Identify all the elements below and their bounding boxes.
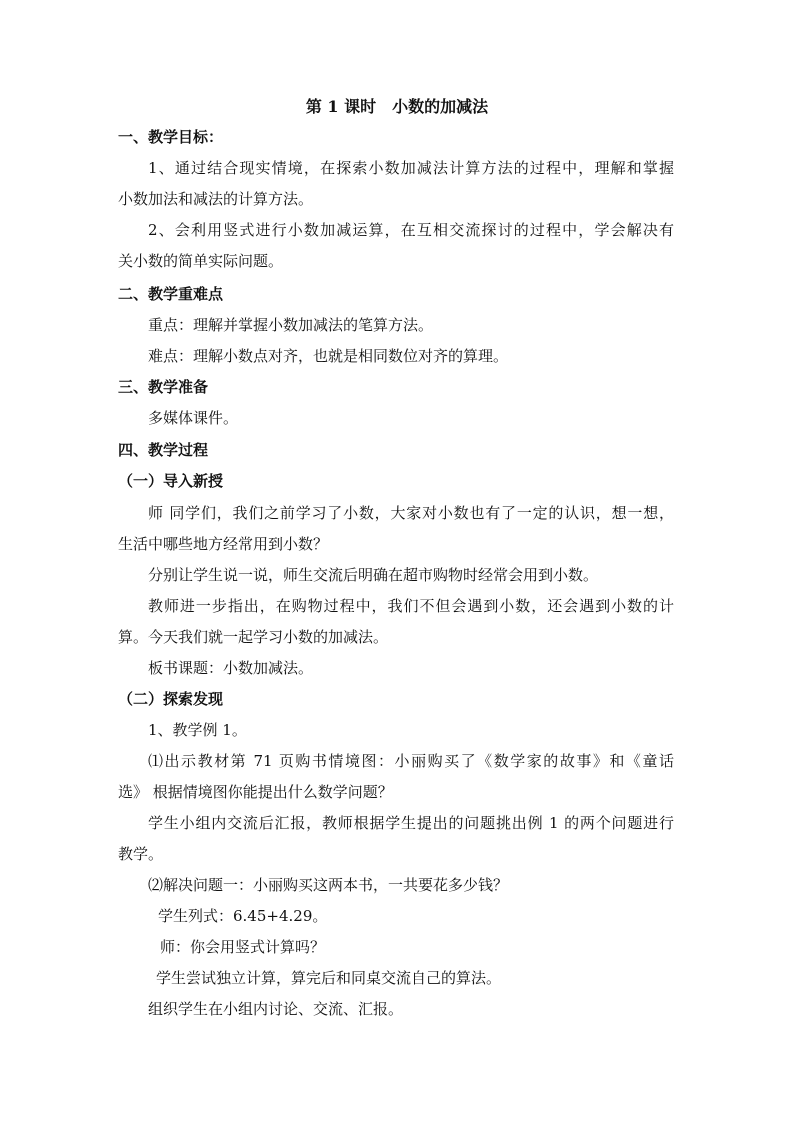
section-heading-objectives: 一、教学目标：: [118, 128, 224, 146]
lesson-title: 第 1 课时 小数的加减法: [305, 97, 489, 116]
paragraph-line: 板书课题：小数加减法。: [148, 659, 314, 677]
subsection-heading-intro: （一）导入新授: [118, 472, 224, 490]
paragraph-line: 多媒体课件。: [148, 409, 239, 427]
paragraph-line: ⑵解决问题一：小丽购买这两本书，一共要花多少钱？: [148, 876, 509, 894]
paragraph-line: 2、会利用竖式进行小数加减运算，在互相交流探讨的过程中，学会解决有: [148, 221, 674, 239]
paragraph-line: 学生小组内交流后汇报，教师根据学生提出的问题挑出例 1 的两个问题进行: [148, 814, 674, 832]
paragraph-line: 师 同学们，我们之前学习了小数，大家对小数也有了一定的认识，想一想，: [148, 504, 674, 522]
paragraph-line: 算。今天我们就一起学习小数的加减法。: [118, 628, 389, 646]
paragraph-line: 分别让学生说一说，师生交流后明确在超市购物时经常会用到小数。: [148, 566, 599, 584]
paragraph-line: 选》 根据情境图你能提出什么数学问题？: [118, 783, 393, 801]
paragraph-line: 重点：理解并掌握小数加减法的笔算方法。: [148, 316, 434, 334]
paragraph-line: 生活中哪些地方经常用到小数？: [118, 535, 329, 553]
paragraph-line: 学生列式：6.45+4.29。: [158, 907, 328, 925]
section-heading-key-points: 二、教学重难点: [118, 285, 224, 303]
section-heading-preparation: 三、教学准备: [118, 378, 209, 396]
paragraph-line: 师：你会用竖式计算吗？: [160, 938, 326, 956]
paragraph-line: 学生尝试独立计算，算完后和同桌交流自己的算法。: [156, 969, 502, 987]
paragraph-line: 1、教学例 1。: [148, 721, 247, 739]
paragraph-line: 小数加法和减法的计算方法。: [118, 190, 314, 208]
paragraph-line: 关小数的简单实际问题。: [118, 252, 284, 270]
paragraph-line: 难点：理解小数点对齐，也就是相同数位对齐的算理。: [148, 347, 509, 365]
paragraph-line: 教学。: [118, 845, 164, 863]
subsection-heading-explore: （二）探索发现: [118, 690, 224, 708]
paragraph-line: 组织学生在小组内讨论、交流、汇报。: [148, 1000, 404, 1018]
paragraph-line: 教师进一步指出，在购物过程中，我们不但会遇到小数，还会遇到小数的计: [148, 597, 674, 615]
paragraph-line: 1、通过结合现实情境，在探索小数加减法计算方法的过程中，理解和掌握: [148, 159, 674, 177]
section-heading-process: 四、教学过程: [118, 441, 209, 459]
paragraph-line: ⑴出示教材第 71 页购书情境图：小丽购买了《数学家的故事》和《童话: [148, 752, 674, 770]
